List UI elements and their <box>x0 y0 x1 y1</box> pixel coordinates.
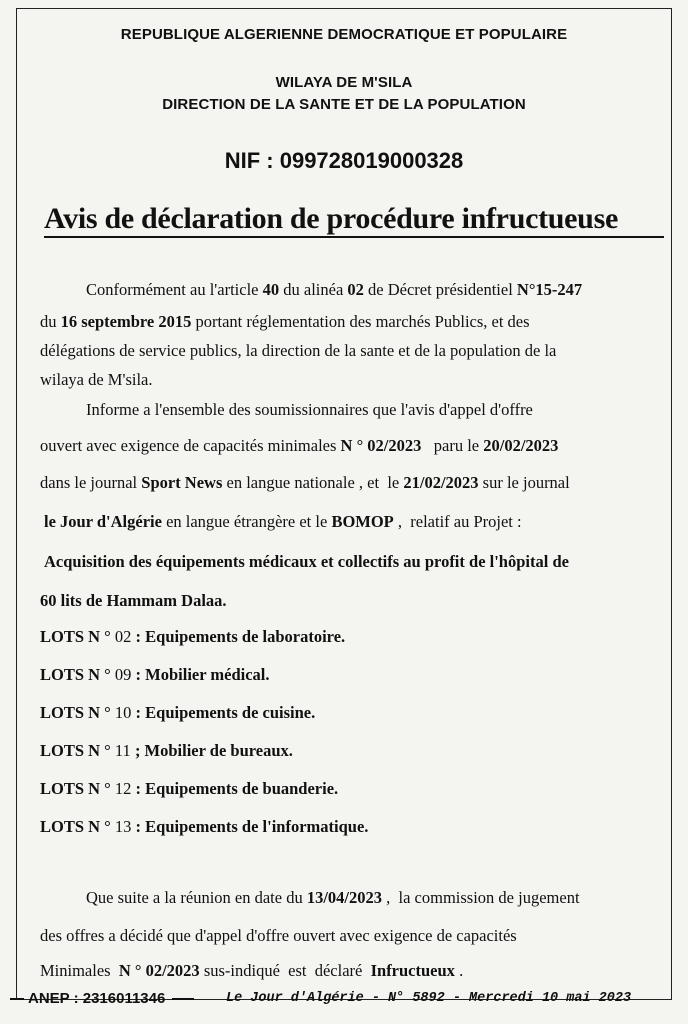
lot-item: LOTS N ° 12 : Equipements de buanderie. <box>40 779 339 798</box>
anep-reference: ANEP : 2316011346 <box>28 990 166 1007</box>
wilaya-heading: WILAYA DE M'SILA <box>275 74 413 91</box>
body-line-5: Informe a l'ensemble des soumissionnaires que l'avis d'appel d'offre <box>86 400 533 419</box>
lot-item: LOTS N ° 11 ; Mobilier de bureaux. <box>40 741 293 760</box>
lot-item: LOTS N ° 13 : Equipements de l'informatique. <box>40 817 369 836</box>
project-line-1: Acquisition des équipements médicaux et collectifs au profit de l'hôpital de <box>44 552 569 571</box>
body-line-4: wilaya de M'sila. <box>40 370 153 389</box>
title-underline <box>44 236 664 238</box>
direction-heading: DIRECTION DE LA SANTE ET DE LA POPULATION <box>162 96 526 113</box>
footer-rule-left <box>10 998 24 1000</box>
nif-number: NIF : 099728019000328 <box>224 148 464 173</box>
lot-item: LOTS N ° 02 : Equipements de laboratoire. <box>40 627 346 646</box>
body-line-2: du 16 septembre 2015 portant réglementation des marchés Publics, et des <box>40 312 530 331</box>
body-line-8: le Jour d'Algérie en langue étrangère et le BOMOP , relatif au Projet : <box>44 512 522 531</box>
conclusion-line-3: Minimales N ° 02/2023 sus-indiqué est déclaré Infructueux . <box>40 961 464 980</box>
republic-heading: REPUBLIQUE ALGERIENNE DEMOCRATIQUE ET POPULAIRE <box>120 26 568 43</box>
body-line-1: Conformément au l'article 40 du alinéa 02 de Décret présidentiel N°15-247 <box>86 280 583 299</box>
publication-footer <box>0 986 688 1016</box>
conclusion-line-2: des offres a décidé que d'appel d'offre ouvert avec exigence de capacités <box>40 926 517 945</box>
lot-item: LOTS N ° 09 : Mobilier médical. <box>40 665 270 684</box>
conclusion-line-1: Que suite a la réunion en date du 13/04/2023 , la commission de jugement <box>86 888 580 907</box>
footer-rule-middle <box>172 998 194 1000</box>
body-line-3: délégations de service publics, la direction de la sante et de la population de la <box>40 341 557 360</box>
publication-info: Le Jour d'Algérie - N° 5892 - Mercredi 10 mai 2023 <box>226 991 632 1006</box>
lot-item: LOTS N ° 10 : Equipements de cuisine. <box>40 703 316 722</box>
notice-title: Avis de déclaration de procédure infructueuse <box>44 202 618 235</box>
body-line-7: dans le journal Sport News en langue nationale , et le 21/02/2023 sur le journal <box>40 473 570 492</box>
project-line-2: 60 lits de Hammam Dalaa. <box>40 591 227 610</box>
body-line-6: ouvert avec exigence de capacités minimales N ° 02/2023 paru le 20/02/2023 <box>40 436 559 455</box>
